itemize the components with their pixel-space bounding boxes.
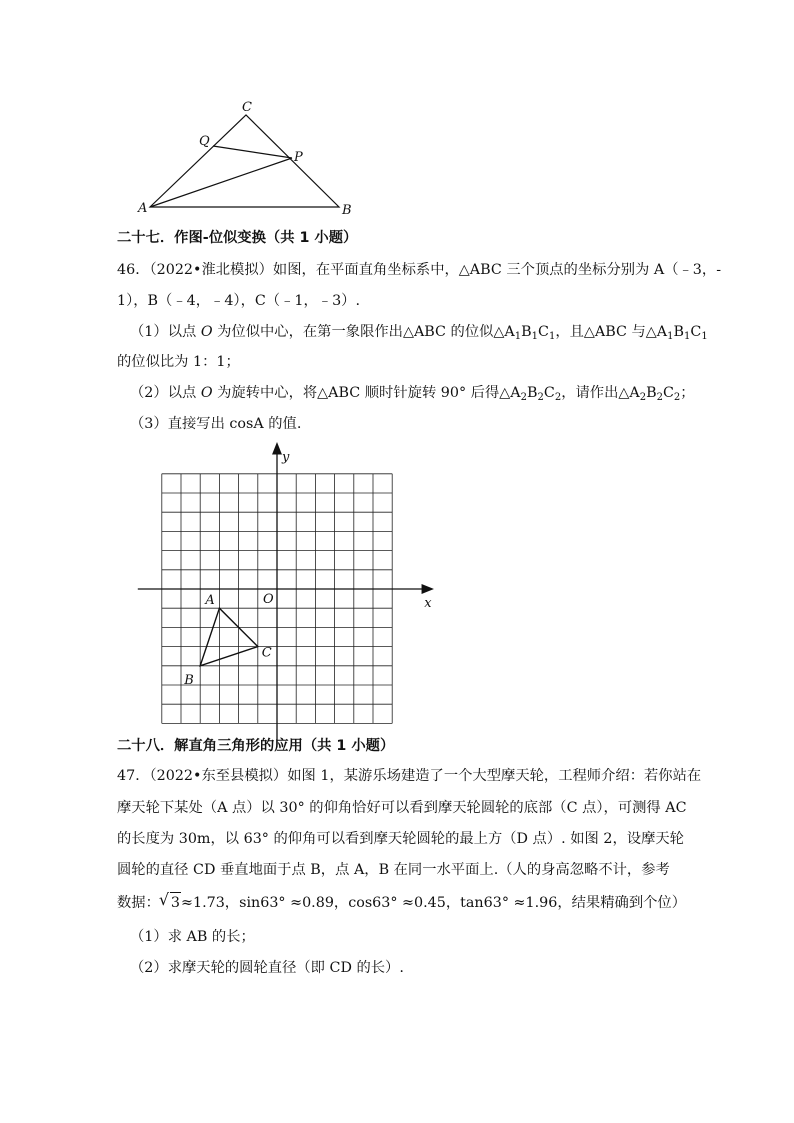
q47-line3: 的长度为 30m，以 63° 的仰角可以看到摩天轮圆轮的最上方（D 点）. 如图 2，设摩天轮 [117,831,684,847]
q47-sub2: （2）求摩天轮的圆轮直径（即 CD 的长）. [130,960,404,976]
label-a: A [138,201,148,216]
q46-line1: 46．（2022•淮北模拟）如图，在平面直角坐标系中，△ABC 三个顶点的坐标分别为 A（﹣3，- [117,262,722,278]
label-c: C [242,100,252,115]
section-heading-28: 二十八．解直角三角形的应用（共 1 小题） [117,738,395,754]
segment-qp [213,146,292,158]
q46-part3: （3）直接写出 cosA 的值. [130,416,302,432]
point-label-c: C [261,645,272,661]
q46-line2: 1），B（﹣4，﹣4），C（﹣1，﹣3）. [117,293,361,309]
triangle-abc [150,115,339,207]
origin-label: O [263,592,274,607]
q46-part2: （2）以点 O 为旋转中心，将△ABC 顺时针旋转 90° 后得$\triangle A_2B_2C_2$，请作出$\triangle A_2B_2C_2$； [130,385,695,403]
triangle-abc-grid [200,608,258,666]
q47-line2: 摩天轮下某处（A 点）以 30° 的仰角恰好可以看到摩天轮圆轮的底部（C 点），可测得 AC [117,800,687,816]
sqrt-symbol: √ 3 [158,890,180,911]
q46-part1-line2: 的位似比为 1：1； [117,354,240,370]
q46-part1: （1）以点 O 为位似中心，在第一象限作出△ABC 的位似$\triangle A_1B_1C_1$，且△ABC 与$\triangle A_1B_1C_1$ [130,324,708,342]
x-axis-arrow-icon [422,585,432,593]
section-heading-27: 二十七．作图-位似变换（共 1 小题） [117,230,358,246]
triangle-figure [0,0,794,240]
q47-sub1: （1）求 AB 的长； [130,929,255,945]
point-label-a: A [205,593,215,609]
point-label-b: B [184,672,194,688]
q47-line5: 数据： √ 3≈1.73，sin63° ≈0.89，cos63° ≈0.45，tan63° ≈1.96，结果精确到个位） [117,890,687,911]
segment-ap [150,158,292,207]
label-p: P [294,150,303,165]
label-b: B [342,203,352,218]
x-axis-label: x [424,596,432,611]
q47-line1: 47．（2022•东至县模拟）如图 1，某游乐场建造了一个大型摩天轮，工程师介绍：若你站在 [117,768,702,784]
q47-line4: 圆轮的直径 CD 垂直地面于点 B，点 A，B 在同一水平面上.（人的身高忽略不计，参考 [117,862,670,878]
label-q: Q [199,134,210,149]
y-axis-arrow-icon [273,444,281,454]
y-axis-label: y [282,449,290,465]
